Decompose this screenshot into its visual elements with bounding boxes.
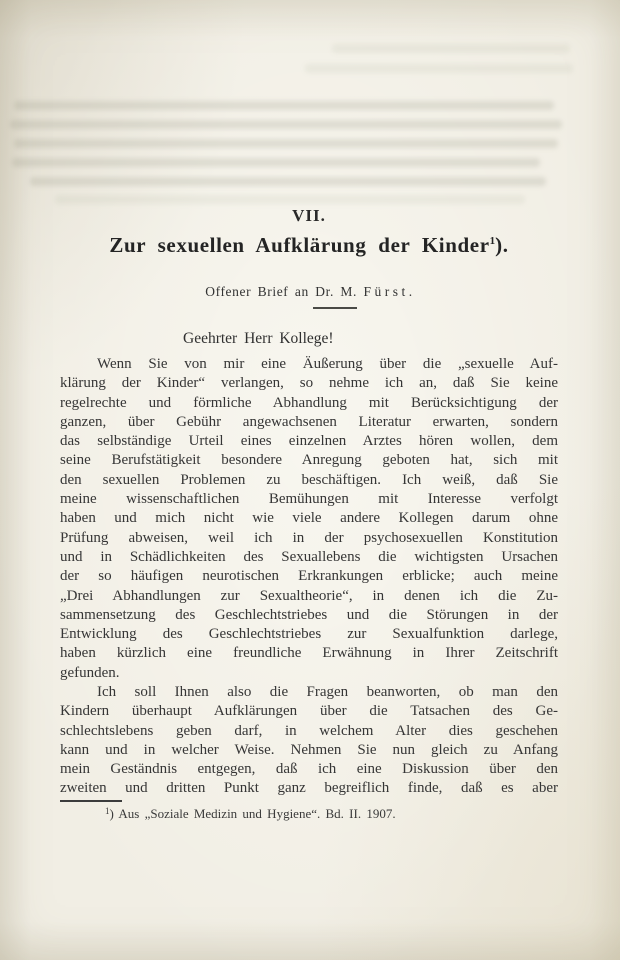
bleed-through-artifact	[30, 177, 546, 186]
text-line: haben kürzlich eine freundliche Erwähnung in Ihrer Zeitschrift	[60, 645, 558, 662]
salutation: Geehrter Herr Kollege!	[183, 330, 334, 347]
article-subtitle	[60, 284, 558, 300]
footnote-divider	[60, 800, 122, 802]
text-line: meine wissenschaftlichen Bemühungen mit Interesse verfolgt	[60, 491, 558, 508]
text-line: und in Schädlichkeiten des Sexuallebens die wichtigsten Ursachen	[60, 548, 558, 565]
text-line: ganzen, über Gebühr angewachsenen Literatur erwarten, sondern	[60, 413, 558, 430]
heading-divider	[313, 307, 357, 309]
bleed-through-artifact	[14, 139, 558, 148]
footnote-marker: 1	[105, 806, 110, 816]
text-line: regelrechte und förmliche Abhandlung mit Berücksichtigung der	[60, 394, 558, 411]
text-line: Ich soll Ihnen also die Fragen beanworten, ob man den	[97, 684, 558, 700]
text-line: das selbständige Urteil eines einzelnen Arztes hören wollen, dem	[60, 433, 558, 450]
footnote-text: Aus „Soziale Medizin und Hygiene“. Bd. II. 1907.	[118, 806, 396, 821]
text-line: Kindern überhaupt Aufklärungen über die Tatsachen des Ge-	[60, 703, 558, 720]
text-line: gefunden.	[60, 664, 120, 681]
subtitle-prefix: Offener Brief an Dr. M.	[205, 284, 358, 299]
article-title-text: Zur sexuellen Aufklärung der Kinder	[109, 233, 490, 257]
subtitle-period: .	[408, 284, 413, 299]
bleed-through-artifact	[305, 64, 573, 73]
text-line: haben und mich nicht wie viele andere Kollegen darum ohne	[60, 510, 558, 527]
bleed-through-artifact	[14, 101, 554, 110]
body-paragraph-2	[60, 683, 558, 799]
text-line: den sexuellen Problemen zu beschäftigen. Ich weiß, daß Sie	[60, 471, 558, 488]
text-line: sammensetzung des Geschlechtstriebes und die Störungen in der	[60, 606, 558, 623]
article-title-suffix: ).	[495, 233, 509, 257]
subtitle-recipient-name: Fürst	[363, 284, 409, 299]
text-line: Entwicklung des Geschlechtstriebes zur Sexualfunktion darlege,	[60, 626, 558, 643]
text-line: seine Berufstätigkeit besondere Anregung geboten hat, sich mit	[60, 452, 558, 469]
body-paragraph-1	[60, 355, 558, 683]
article-title	[60, 233, 558, 258]
text-line: der so häufigen neurotischen Erkrankungen erblicke; auch meine	[60, 568, 558, 585]
text-line: „Drei Abhandlungen zur Sexualtheorie“, in denen ich die Zu-	[60, 587, 558, 604]
text-line: mein Geständnis entgegen, daß ich eine Diskussion über den	[60, 761, 558, 778]
text-line: Wenn Sie von mir eine Äußerung über die „sexuelle Auf-	[97, 356, 558, 372]
text-line: klärung der Kinder“ verlangen, so nehme ich an, daß Sie keine	[60, 375, 558, 392]
title-footnote-ref: 1	[489, 235, 496, 247]
footnote-marker-paren: )	[109, 806, 119, 821]
section-number: VII.	[292, 206, 326, 225]
text-line: schlechtslebens geben darf, in welchem Alter dies geschehen	[60, 722, 558, 739]
bleed-through-artifact	[12, 158, 540, 167]
bleed-through-artifact	[55, 195, 525, 204]
bleed-through-artifact	[332, 44, 570, 53]
text-line: zweiten und dritten Punkt ganz begreiflich finde, daß es aber	[60, 780, 558, 797]
bleed-through-artifact	[10, 120, 562, 129]
text-line: kann und in welcher Weise. Nehmen Sie nun gleich zu Anfang	[60, 741, 558, 758]
text-line: Prüfung abweisen, weil ich in der psychosexuellen Konstitution	[60, 529, 558, 546]
footnote	[60, 806, 558, 822]
